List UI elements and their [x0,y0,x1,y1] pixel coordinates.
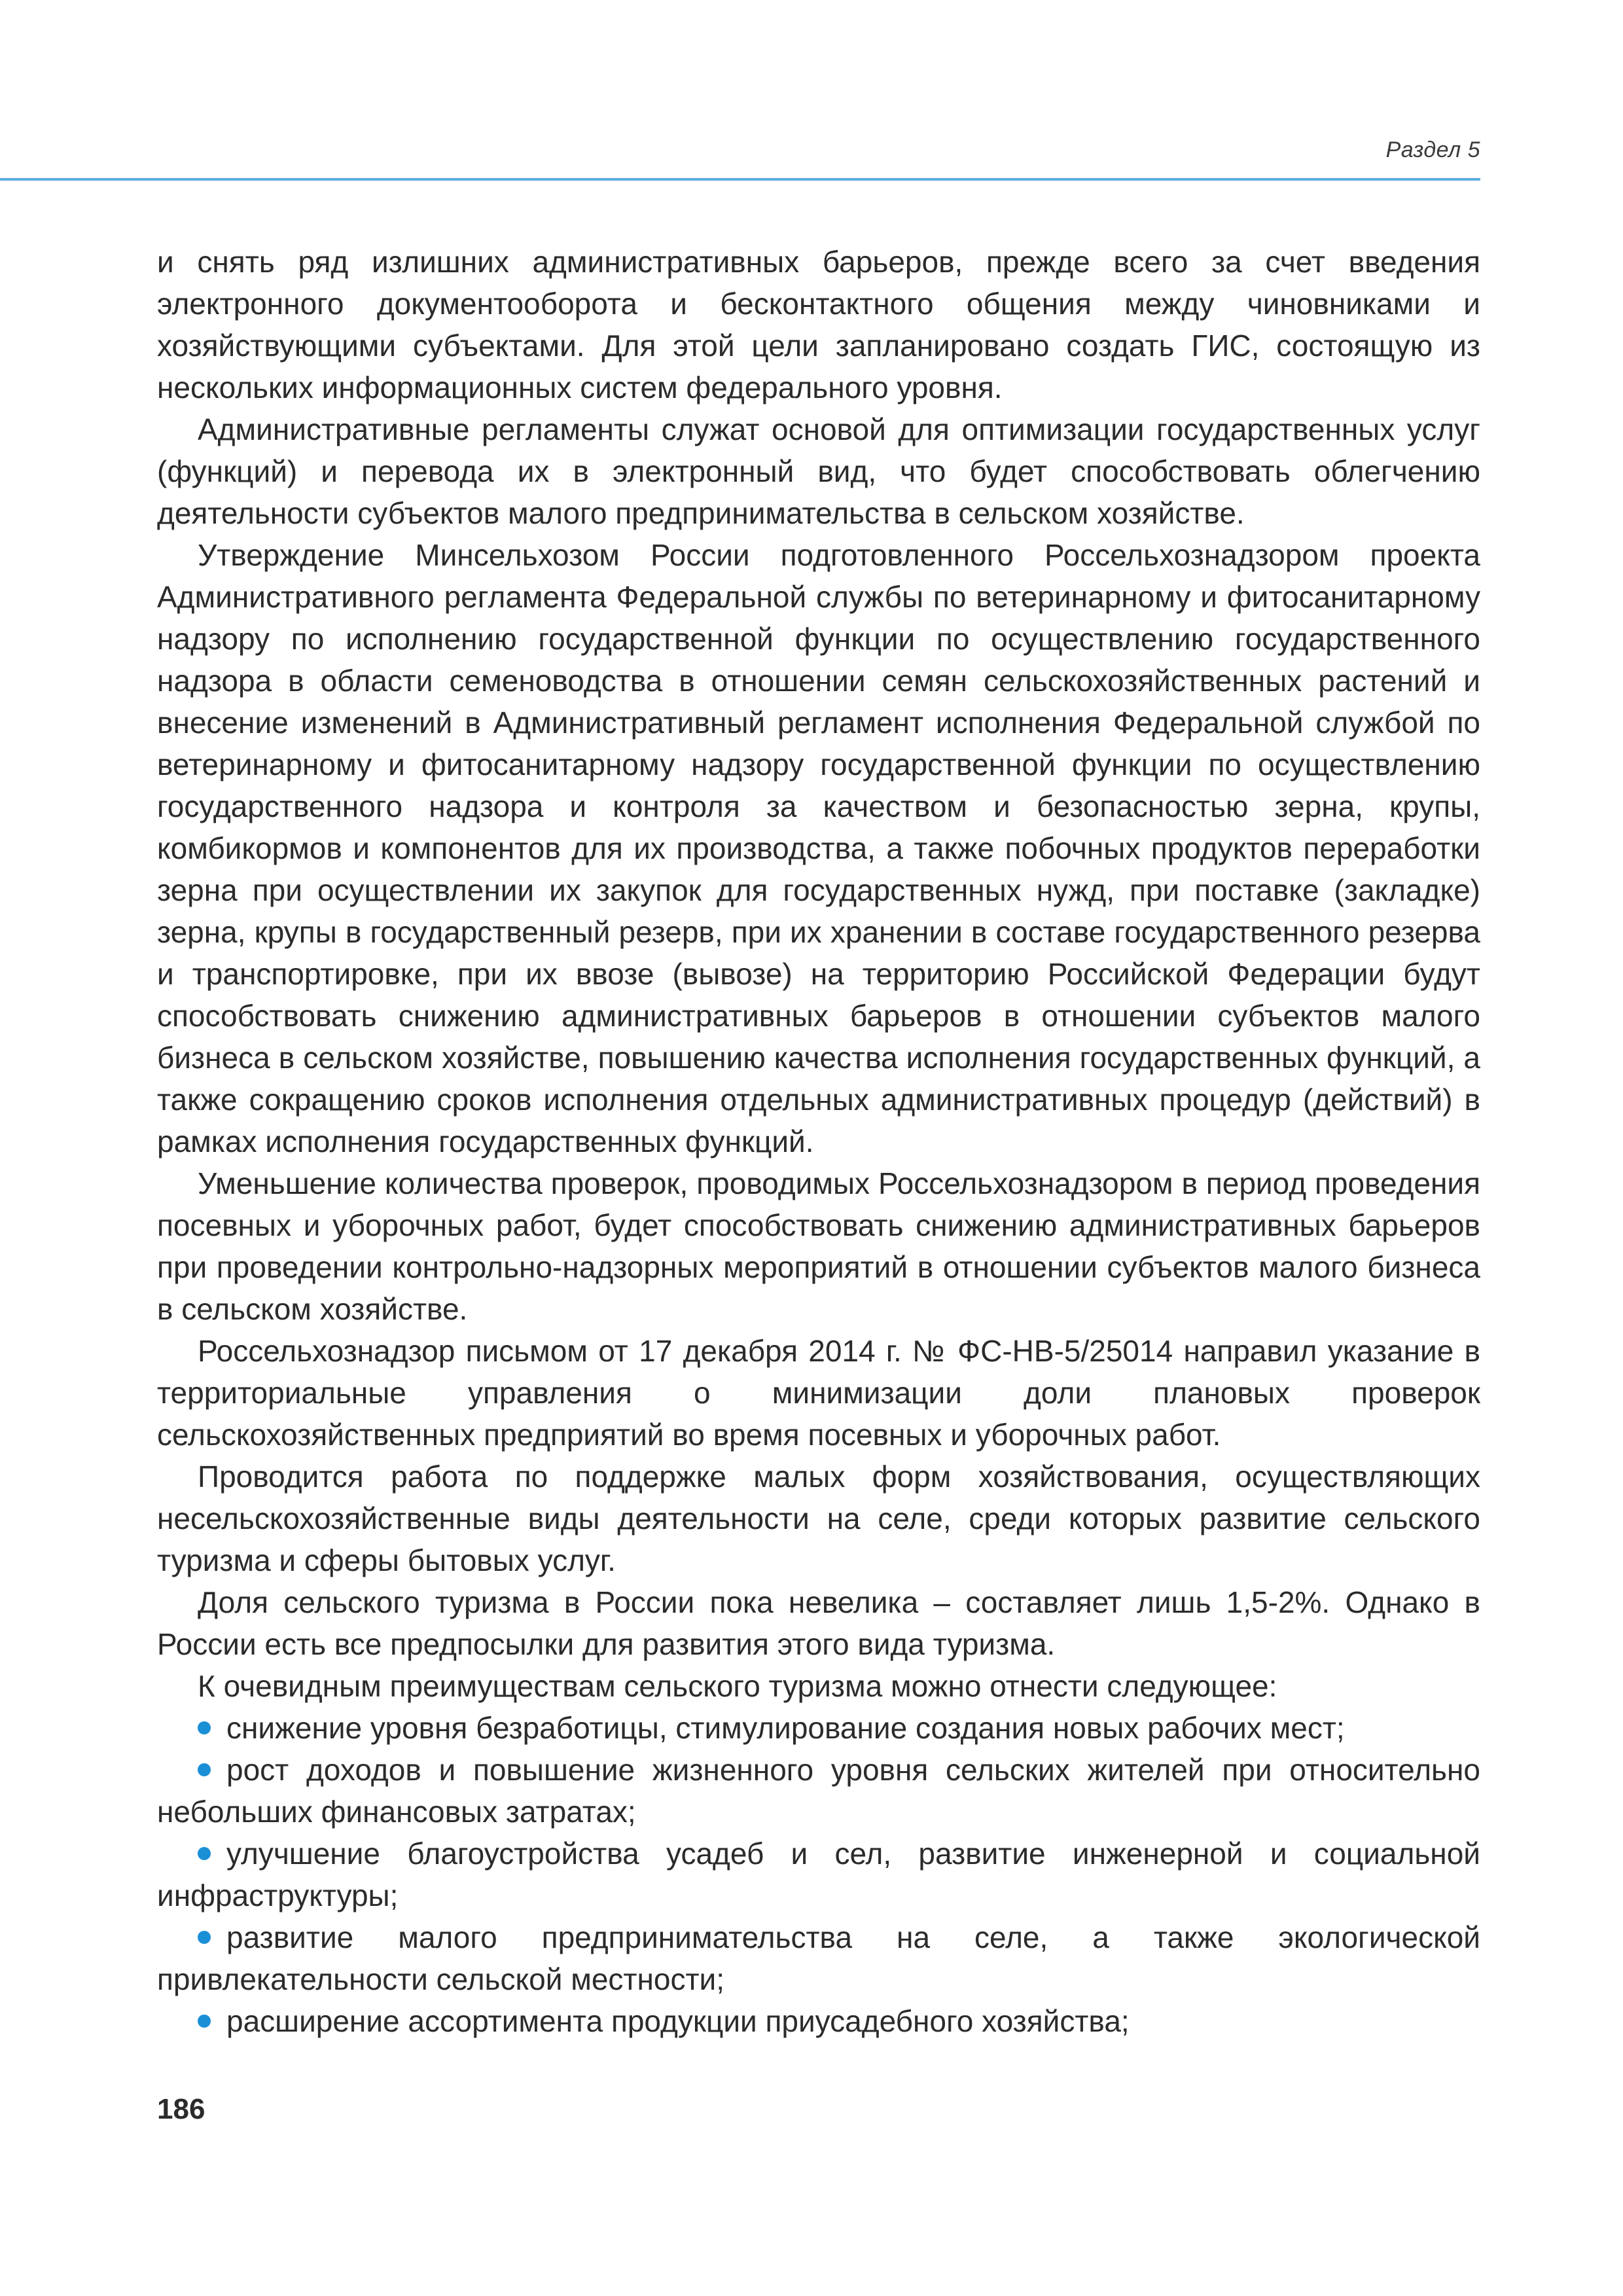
advantages-list [157,1707,1480,2042]
paragraph: Россельхознадзор письмом от 17 декабря 2014 г. № ФС-НВ-5/25014 направил указание в территориальные управления о минимизации доли плановых проверок сельскохозяйственных предприятий во время посевных и уборочных работ. [157,1334,1480,1452]
list-item-text: снижение уровня безработицы, стимулирование создания новых рабочих мест; [226,1711,1345,1745]
list-item [157,1916,1480,2000]
section-label: Раздел 5 [1385,137,1480,162]
page-number: 186 [157,2093,205,2125]
bullet-dot-icon [198,1763,211,1776]
paragraph: Административные регламенты служат основой для оптимизации государственных услуг (функций) и перевода их в электронный вид, что будет способствовать облегчению деятельности субъектов малого предпринимательства в сельском хозяйстве. [157,412,1480,530]
paragraph: Проводится работа по поддержке малых форм хозяйствования, осуществляющих несельскохозяйственные виды деятельности на селе, среди которых развитие сельского туризма и сферы бытовых услуг. [157,1460,1480,1577]
list-item [157,2000,1480,2042]
header-divider [0,178,1480,181]
paragraph: Уменьшение количества проверок, проводимых Россельхознадзором в период проведения посевных и уборочных работ, будет способствовать снижению административных барьеров при проведении контрольно-надзорных мероприятий в отношении субъектов малого бизнеса в сельском хозяйстве. [157,1166,1480,1326]
paragraph: и снять ряд излишних административных барьеров, прежде всего за счет введения электронного документооборота и бесконтактного общения между чиновниками и хозяйствующими субъектами. Для этой цели запланировано создать ГИС, состоящую из нескольких информационных систем федерального уровня. [157,245,1480,404]
list-item-text: рост доходов и повышение жизненного уровня сельских жителей при относительно небольших финансовых затратах; [157,1753,1480,1829]
list-item [157,1833,1480,1916]
bullet-dot-icon [198,1847,211,1860]
paragraph: К очевидным преимуществам сельского туризма можно отнести следующее: [198,1669,1277,1703]
bullet-dot-icon [198,2015,211,2028]
bullet-dot-icon [198,1931,211,1944]
page-body [157,241,1480,2042]
list-item-text: улучшение благоустройства усадеб и сел, развитие инженерной и социальной инфраструктуры; [157,1837,1480,1912]
list-item-text: развитие малого предпринимательства на селе, а также экологической привлекательности сельской местности; [157,1920,1480,1996]
list-item [157,1707,1480,1749]
paragraph: Доля сельского туризма в России пока невелика – составляет лишь 1,5-2%. Однако в России есть все предпосылки для развития этого вида туризма. [157,1585,1480,1661]
bullet-dot-icon [198,1721,211,1734]
list-item [157,1749,1480,1833]
paragraph: Утверждение Минсельхозом России подготовленного Россельхознадзором проекта Административного регламента Федеральной службы по ветеринарному и фитосанитарному надзору по исполнению государственной функции по осуществлению государственного надзора в области семеноводства в отношении семян сельскохозяйственных растений и внесение изменений в Административный регламент исполнения Федеральной службой по ветеринарному и фитосанитарному надзору государственной функции по осуществлению государственного надзора и контроля за качеством и безопасностью зерна, крупы, комбикормов и компонентов для их производства, а также побочных продуктов переработки зерна при осуществлении их закупок для государственных нужд, при поставке (закладке) зерна, крупы в государственный резерв, при их хранении в составе государственного резерва и транспортировке, при их ввозе (вывозе) на территорию Российской Федерации будут способствовать снижению административных барьеров в отношении субъектов малого бизнеса в сельском хозяйстве, повышению качества исполнения государственных функций, а также сокращению сроков исполнения отдельных административных процедур (действий) в рамках исполнения государственных функций. [157,538,1480,1158]
list-item-text: расширение ассортимента продукции приусадебного хозяйства; [226,2004,1130,2038]
